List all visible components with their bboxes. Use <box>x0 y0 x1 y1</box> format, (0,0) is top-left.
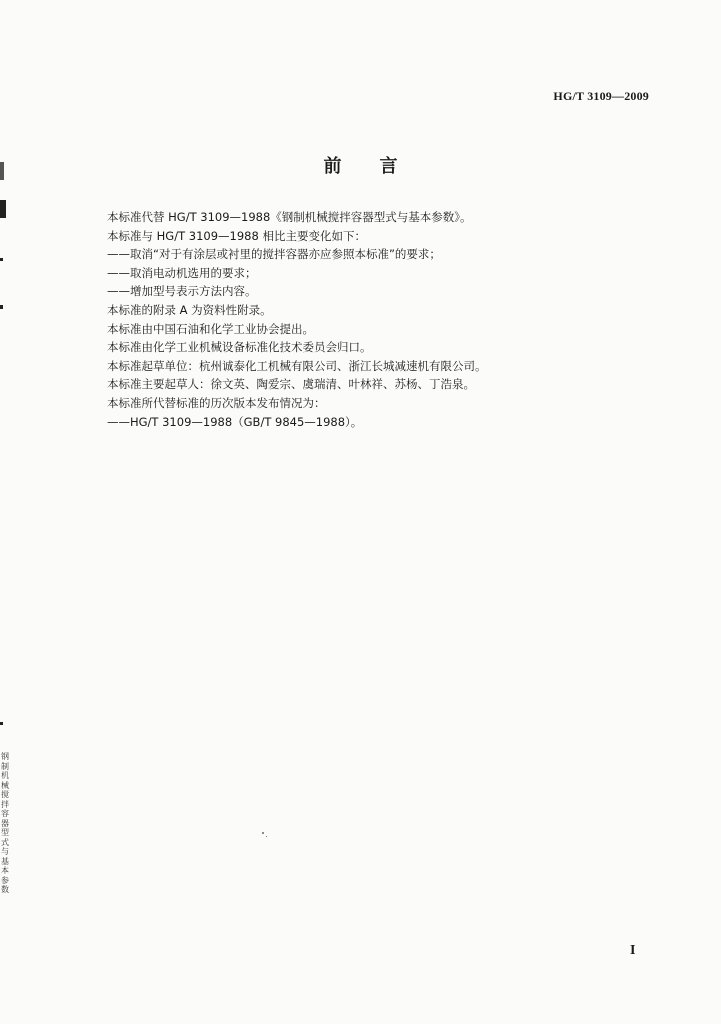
scan-speck <box>266 836 267 837</box>
margin-binding-mark <box>0 162 4 180</box>
body-line: 本标准起草单位：杭州诚泰化工机械有限公司、浙江长城减速机有限公司。 <box>107 358 487 373</box>
body-line: 本标准由中国石油和化学工业协会提出。 <box>107 321 314 336</box>
page-title <box>0 152 721 178</box>
margin-binding-mark <box>0 722 3 725</box>
body-line: 本标准所代替标准的历次版本发布情况为： <box>107 395 326 410</box>
body-line: 本标准与 HG/T 3109—1988 相比主要变化如下： <box>107 228 366 243</box>
body-line: ——HG/T 3109—1988（GB/T 9845—1988）。 <box>107 414 363 429</box>
body-text <box>107 208 667 431</box>
page-number: I <box>630 943 636 958</box>
body-line: 本标准由化学工业机械设备标准化技术委员会归口。 <box>107 340 372 355</box>
margin-binding-mark <box>0 200 6 218</box>
standard-code: HG/T 3109—2009 <box>553 89 649 103</box>
margin-binding-mark <box>0 305 3 309</box>
margin-side-text: 钢制机械搅拌容器型式与基本参数 <box>1 752 9 894</box>
body-line: 本标准的附录 A 为资料性附录。 <box>107 302 272 317</box>
title-char-right: 言 <box>379 156 398 177</box>
margin-binding-mark <box>0 258 3 261</box>
body-line: ——增加型号表示方法内容。 <box>107 284 257 299</box>
title-char-left: 前 <box>323 156 342 177</box>
body-line: 本标准代替 HG/T 3109—1988《钢制机械搅拌容器型式与基本参数》。 <box>107 210 472 224</box>
body-line: ——取消电动机选用的要求； <box>107 265 257 280</box>
body-line: ——取消“对于有涂层或衬里的搅拌容器亦应参照本标准”的要求； <box>107 247 441 262</box>
body-line: 本标准主要起草人：徐文英、陶爱宗、虞瑞清、叶林祥、苏杨、丁浩泉。 <box>107 377 475 392</box>
scan-speck <box>262 832 264 834</box>
